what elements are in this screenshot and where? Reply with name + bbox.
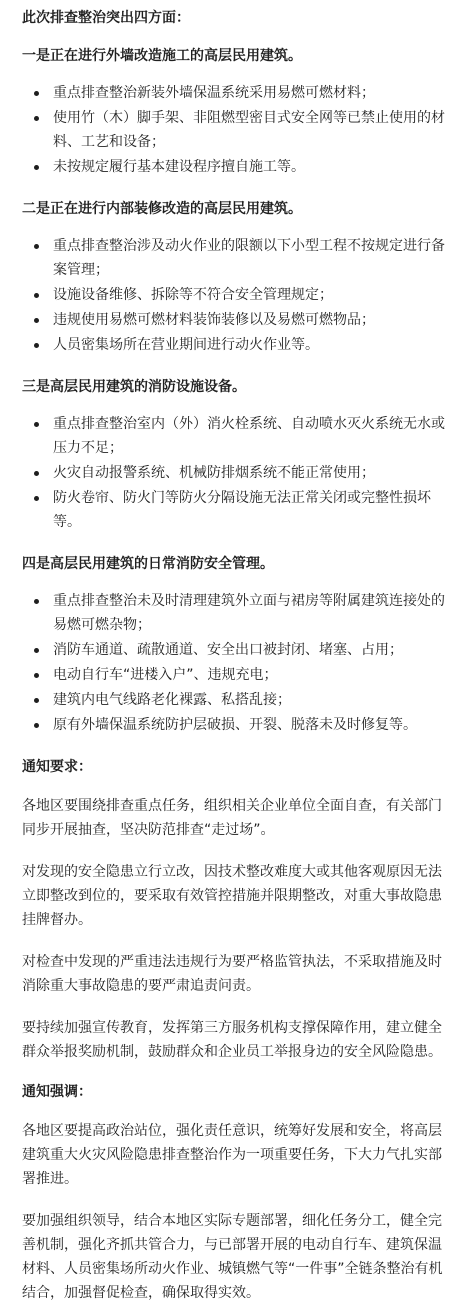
emphasis-block xyxy=(22,1082,450,1305)
section-3 xyxy=(22,377,450,534)
list-item-text: 违规使用易燃可燃材料装饰装修以及易燃可燃物品； xyxy=(53,312,375,328)
list-item xyxy=(22,638,450,662)
paragraph: 各地区要提高政治站位，强化责任意识，统筹好发展和安全，将高层建筑重大火灾风险隐患排查整治作为一项重要任务，下大力气扎实部署推进。 xyxy=(22,1123,442,1187)
list-item-text: 消防车通道、疏散通道、安全出口被封闭、堵塞、占用； xyxy=(53,642,403,658)
section-4 xyxy=(22,554,450,737)
bullet-list xyxy=(22,412,450,534)
list-item-text: 使用竹（木）脚手架、非阻燃型密目式安全网等已禁止使用的材料、工艺和设备； xyxy=(53,110,445,150)
list-item-text: 电动自行车“进楼入户”、违规充电； xyxy=(53,667,278,683)
list-item-text: 设施设备维修、拆除等不符合安全管理规定； xyxy=(53,287,333,303)
bullet-icon xyxy=(34,318,39,323)
bullet-icon xyxy=(34,496,39,501)
list-item-text: 人员密集场所在营业期间进行动火作业等。 xyxy=(53,337,319,353)
list-item-text: 火灾自动报警系统、机械防排烟系统不能正常使用； xyxy=(53,465,375,481)
list-item-text: 建筑内电气线路老化裸露、私搭乱接； xyxy=(53,692,291,708)
bullet-list xyxy=(22,234,450,357)
paragraph: 对检查中发现的严重违法违规行为要严格监管执法，不采取措施及时消除重大事故隐患的要严肃追责问责。 xyxy=(22,954,442,994)
list-item xyxy=(22,486,450,534)
requirements-heading: 通知要求： xyxy=(22,759,92,775)
list-item xyxy=(22,663,450,687)
paragraph: 对发现的安全隐患立行立改，因技术整改难度大或其他客观原因无法立即整改到位的，要采取有效管控措施并限期整改，对重大事故隐患挂牌督办。 xyxy=(22,864,442,928)
bullet-icon xyxy=(34,244,39,249)
list-item xyxy=(22,461,450,485)
bullet-list xyxy=(22,81,450,179)
bullet-icon xyxy=(34,293,39,298)
list-item-text: 重点排查整治未及时清理建筑外立面与裙房等附属建筑连接处的易燃可燃杂物； xyxy=(53,593,445,633)
list-item xyxy=(22,81,450,105)
paragraph: 要持续加强宣传教育，发挥第三方服务机构支撑保障作用，建立健全群众举报奖励机制，鼓励群众和企业员工举报身边的安全风险隐患。 xyxy=(22,1020,442,1060)
list-item xyxy=(22,713,450,737)
list-item xyxy=(22,155,450,179)
bullet-icon xyxy=(34,422,39,427)
bullet-icon xyxy=(34,165,39,170)
bullet-icon xyxy=(34,648,39,653)
bullet-icon xyxy=(34,471,39,476)
section-title: 一是正在进行外墙改造施工的高层民用建筑。 xyxy=(22,48,302,64)
list-item xyxy=(22,234,450,282)
list-item-text: 重点排查整治涉及动火作业的限额以下小型工程不按规定进行备案管理； xyxy=(53,238,445,278)
list-item-text: 重点排查整治室内（外）消火栓系统、自动喷水灭火系统无水或压力不足； xyxy=(53,416,445,456)
bullet-icon xyxy=(34,723,39,728)
bullet-icon xyxy=(34,698,39,703)
list-item xyxy=(22,412,450,460)
list-item xyxy=(22,308,450,332)
list-item xyxy=(22,283,450,307)
list-item xyxy=(22,106,450,154)
list-item-text: 原有外墙保温系统防护层破损、开裂、脱落未及时修复等。 xyxy=(53,717,417,733)
bullet-icon xyxy=(34,599,39,604)
section-title: 二是正在进行内部装修改造的高层民用建筑。 xyxy=(22,201,302,217)
emphasis-heading: 通知强调： xyxy=(22,1084,92,1100)
bullet-icon xyxy=(34,673,39,678)
list-item xyxy=(22,333,450,357)
requirements-block xyxy=(22,757,450,1064)
bullet-list xyxy=(22,589,450,737)
section-title: 三是高层民用建筑的消防设施设备。 xyxy=(22,379,246,395)
list-item-text: 未按规定履行基本建设程序擅自施工等。 xyxy=(53,159,305,175)
paragraph: 各地区要围绕排查重点任务，组织相关企业单位全面自查，有关部门同步开展抽查，坚决防范排查“走过场”。 xyxy=(22,798,442,838)
paragraph: 要加强组织领导，结合本地区实际专题部署，细化任务分工，健全完善机制，强化齐抓共管合力，与已部署开展的电动自行车、建筑保温材料、人员密集场所动火作业、城镇燃气等“一件事”全链条整治有机结合，加强督促检查，确保取得实效。 xyxy=(22,1213,443,1301)
list-item-text: 防火卷帘、防火门等防火分隔设施无法正常关闭或完整性损坏等。 xyxy=(53,490,431,530)
section-2 xyxy=(22,199,450,357)
bullet-icon xyxy=(34,116,39,121)
list-item xyxy=(22,688,450,712)
section-1 xyxy=(22,46,450,179)
list-item xyxy=(22,589,450,637)
bullet-icon xyxy=(34,343,39,348)
intro-heading: 此次排查整治突出四方面： xyxy=(22,10,190,26)
bullet-icon xyxy=(34,91,39,96)
section-title: 四是高层民用建筑的日常消防安全管理。 xyxy=(22,556,274,572)
list-item-text: 重点排查整治新装外墙保温系统采用易燃可燃材料； xyxy=(53,85,375,101)
